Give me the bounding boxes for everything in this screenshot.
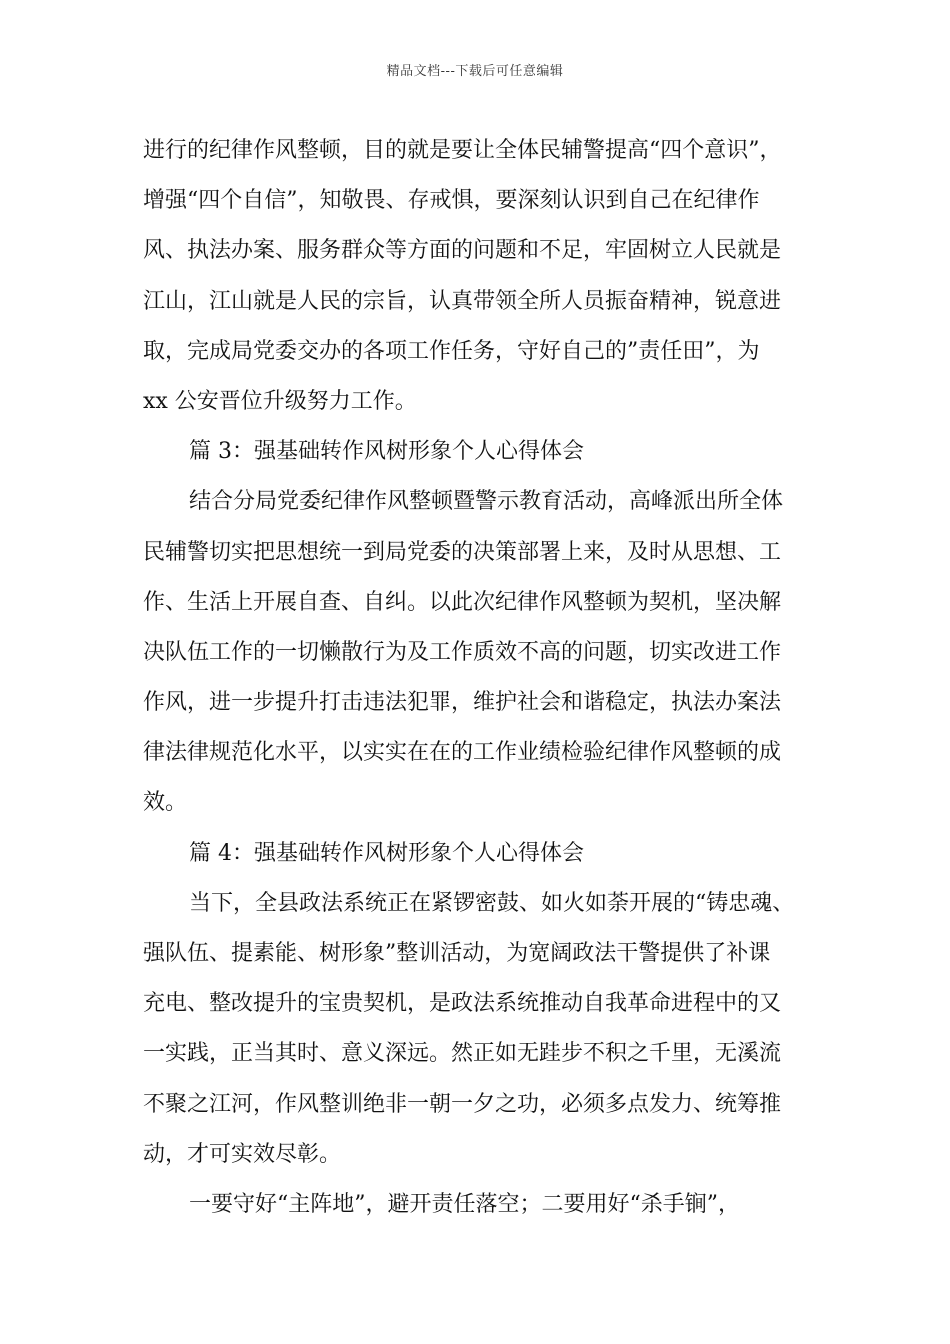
text-line: 一实践，正当其时、意义深远。然正如无跬步不积之千里，无溪流	[143, 1041, 782, 1067]
text-line: 一要守好“主阵地”，避开责任落空；二要用好“杀手锏”，	[189, 1191, 740, 1217]
text-line: 当下，全县政法系统正在紧锣密鼓、如火如荼开展的“铸忠魂、	[189, 890, 795, 916]
document-body	[143, 126, 813, 1230]
text-line: 进行的纪律作风整顿，目的就是要让全体民辅警提高“四个意识”，	[143, 138, 782, 163]
text-line: 不聚之江河，作风整训绝非一朝一夕之功，必须多点发力、统筹推	[143, 1091, 782, 1117]
text-line: 结合分局党委纪律作风整顿暨警示教育活动，高峰派出所全体	[189, 489, 784, 515]
text-line: 民辅警切实把思想统一到局党委的决策部署上来，及时从思想、工	[143, 539, 782, 565]
text-line: 动，才可实效尽彰。	[143, 1141, 342, 1167]
text-line: 决队伍工作的一切懒散行为及工作质效不高的问题，切实改进工作	[143, 639, 782, 665]
page-header: 精品文档---下载后可任意编辑	[386, 64, 564, 79]
text-line: 篇 3：强基础转作风树形象个人心得体会	[189, 439, 584, 465]
text-line: xx 公安晋位升级努力工作。	[143, 388, 417, 414]
text-line: 江山，江山就是人民的宗旨，认真带领全所人员振奋精神，锐意进	[143, 288, 782, 314]
text-line: 篇 4：强基础转作风树形象个人心得体会	[189, 840, 584, 866]
text-line: 风、执法办案、服务群众等方面的问题和不足，牢固树立人民就是	[143, 238, 782, 264]
text-line: 效。	[143, 790, 188, 816]
text-line: 律法律规范化水平，以实实在在的工作业绩检验纪律作风整顿的成	[143, 740, 782, 766]
text-line: 强队伍、提素能、树形象”整训活动，为宽阔政法干警提供了补课	[143, 941, 771, 966]
text-line: 作、生活上开展自查、自纠。以此次纪律作风整顿为契机，坚决解	[143, 589, 782, 615]
text-line: 作风，进一步提升打击违法犯罪，维护社会和谐稳定，执法办案法	[143, 690, 782, 716]
text-line: 增强“四个自信”，知敬畏、存戒惧，要深刻认识到自己在纪律作	[143, 188, 760, 214]
text-line: 取，完成局党委交办的各项工作任务，守好自己的”责任田”，为	[143, 338, 760, 364]
text-line: 充电、整改提升的宝贵契机，是政法系统推动自我革命进程中的又	[143, 991, 782, 1017]
